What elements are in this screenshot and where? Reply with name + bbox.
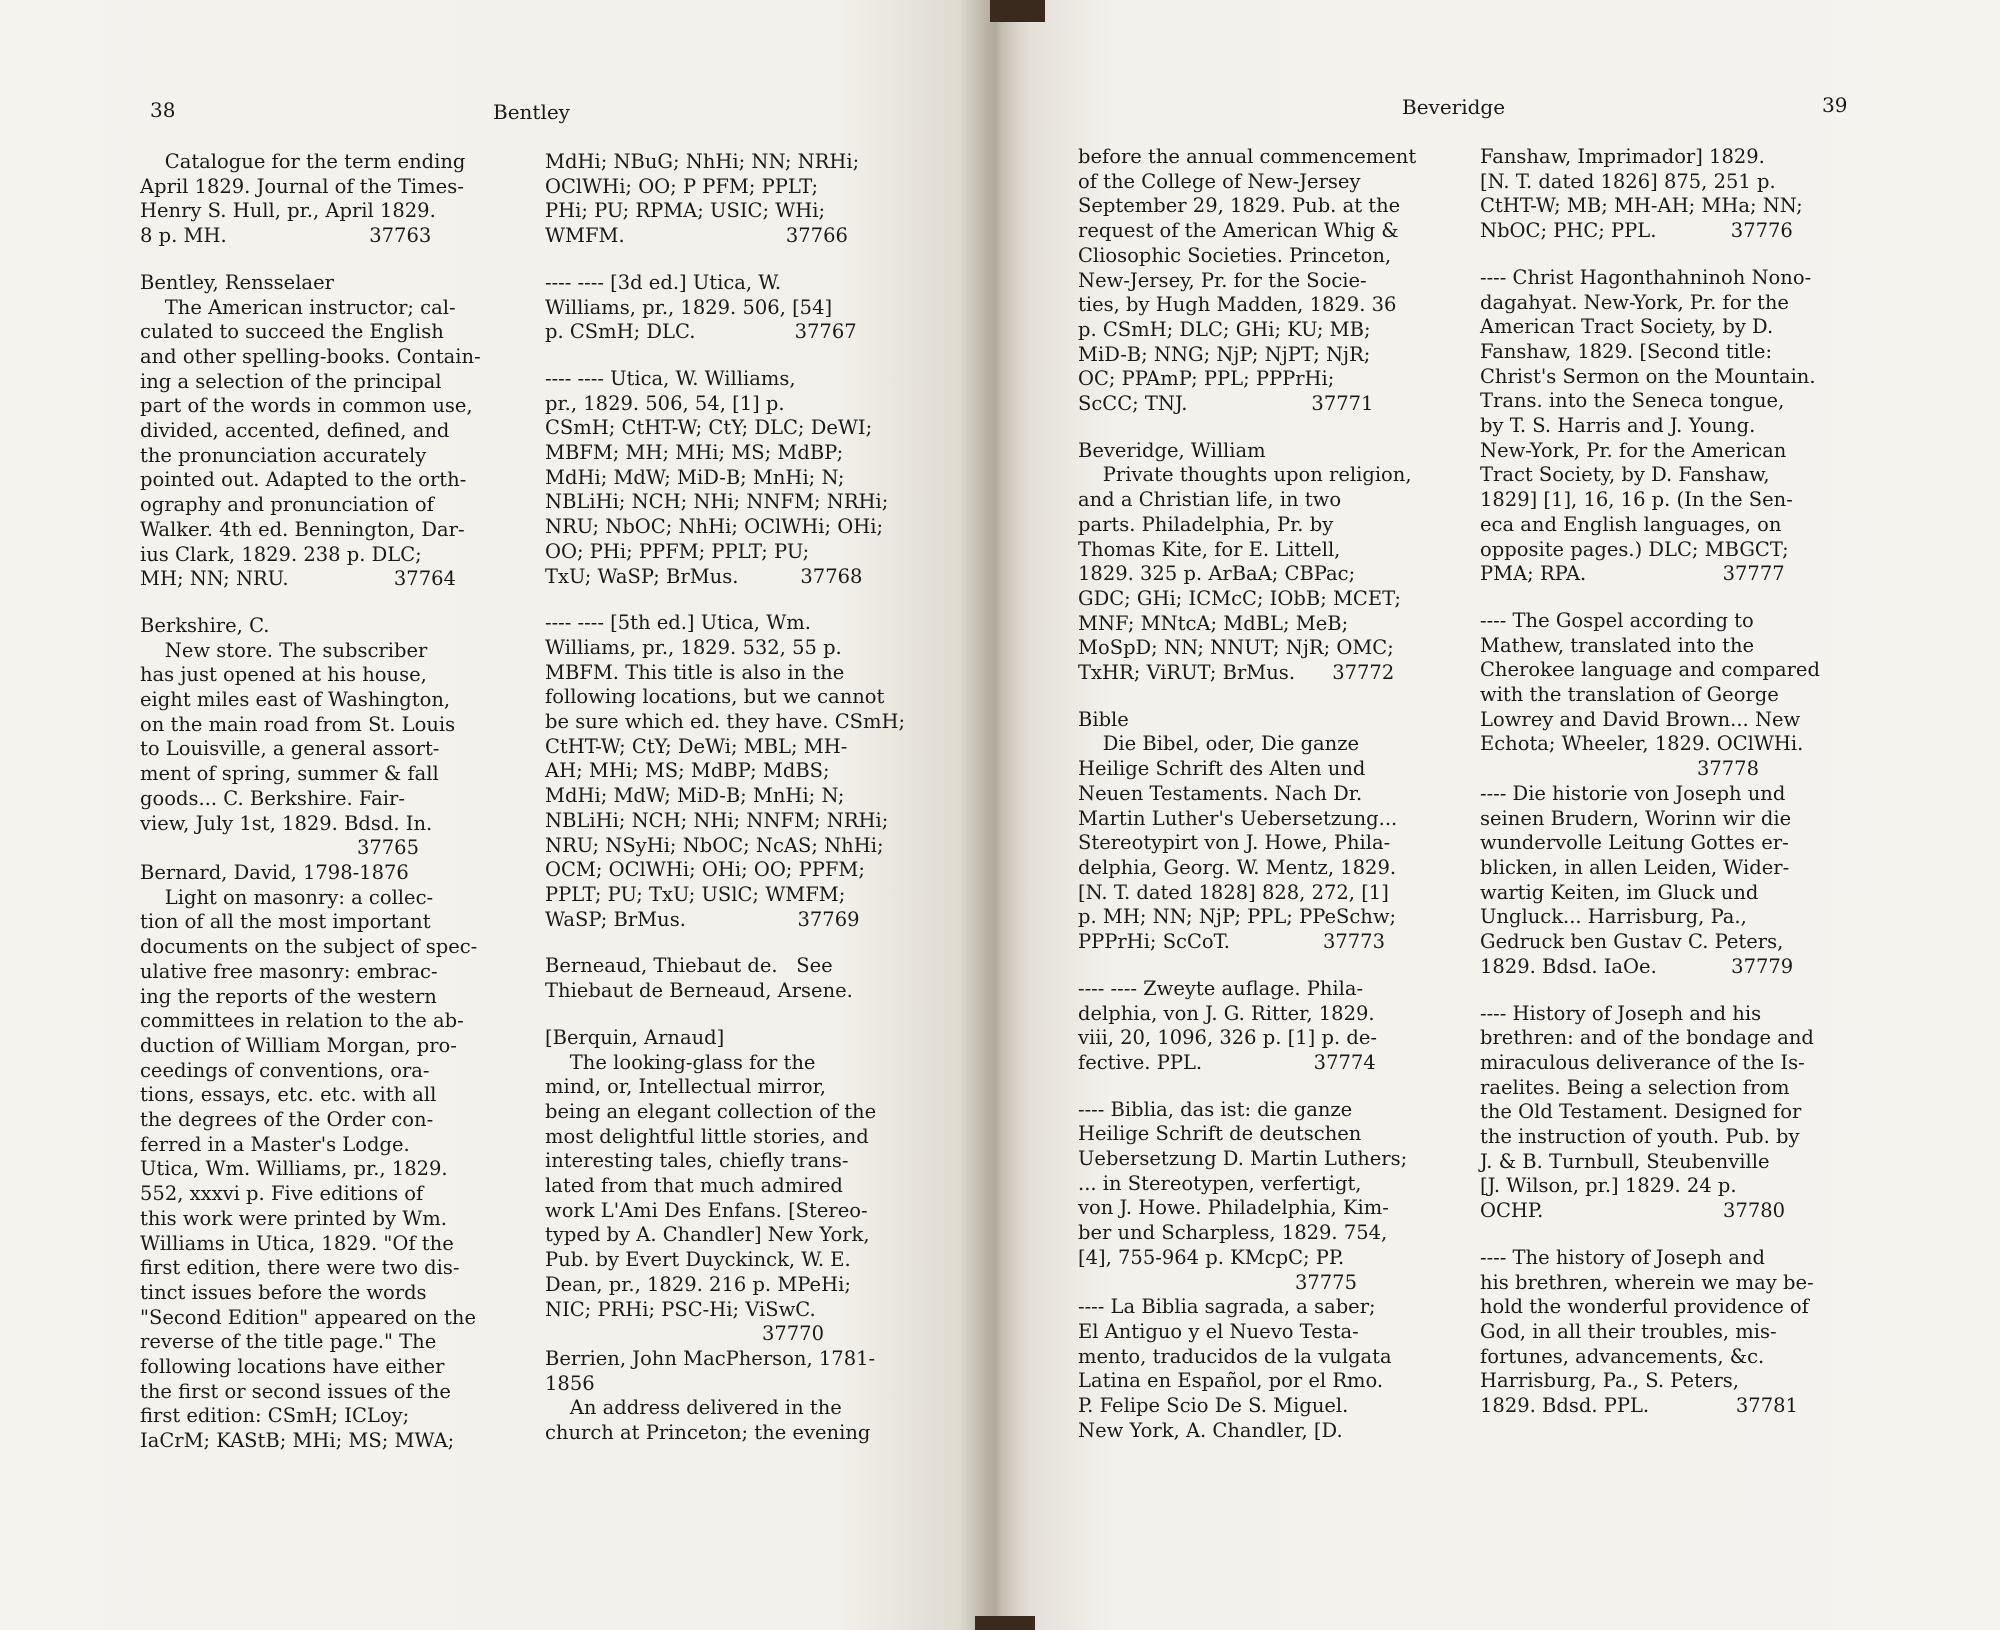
entry-line: Thiebaut de Berneaud, Arsene. xyxy=(545,979,853,1003)
entry-line: Henry S. Hull, pr., April 1829. xyxy=(140,199,436,223)
entry-line: most delightful little stories, and xyxy=(545,1124,869,1148)
entry-line: first edition: CSmH; ICLoy; xyxy=(140,1404,410,1428)
entry-line: 1829. Bdsd. IaOe. 37779 xyxy=(1480,954,1794,978)
entry-line: von J. Howe. Philadelphia, Kim- xyxy=(1078,1196,1389,1220)
entry-line: IaCrM; KAStB; MHi; MS; MWA; xyxy=(140,1429,455,1453)
entry-line: P. Felipe Scio De S. Miguel. xyxy=(1078,1394,1349,1418)
entry-line: NBLiHi; NCH; NHi; NNFM; NRHi; xyxy=(545,490,889,514)
entry-line: ScCC; TNJ. 37771 xyxy=(1078,392,1374,416)
entry-line: Catalogue for the term ending xyxy=(140,150,466,173)
entry-line: lated from that much admired xyxy=(545,1174,843,1198)
entry-line: first edition, there were two dis- xyxy=(140,1256,460,1280)
entry-line: ---- ---- Zweyte auflage. Phila- xyxy=(1078,976,1364,1000)
entry-line: Stereotypirt von J. Howe, Phila- xyxy=(1078,831,1391,855)
entry-line: fective. PPL. 37774 xyxy=(1078,1050,1376,1074)
catalog-entry xyxy=(545,611,920,932)
catalog-entry xyxy=(1078,977,1453,1076)
entry-line: PPLT; PU; TxU; USlC; WMFM; xyxy=(545,882,846,906)
entry-line: view, July 1st, 1829. Bdsd. In. xyxy=(140,811,433,835)
entry-line: American Tract Society, by D. xyxy=(1480,315,1774,339)
entry-line: September 29, 1829. Pub. at the xyxy=(1078,194,1401,218)
catalog-entry xyxy=(1480,266,1860,587)
entry-line: brethren: and of the bondage and xyxy=(1480,1026,1814,1050)
entry-line: the degrees of the Order con- xyxy=(140,1108,434,1132)
entry-line: OClWHi; OO; P PFM; PPLT; xyxy=(545,174,819,198)
entry-line: Echota; Wheeler, 1829. OClWHi. xyxy=(1480,732,1804,756)
catalog-entry xyxy=(545,367,920,589)
entry-line: MdHi; MdW; MiD-B; MnHi; N; xyxy=(545,465,845,489)
entry-line: "Second Edition" appeared on the xyxy=(140,1305,476,1329)
entry-line: raelites. Being a selection from xyxy=(1480,1075,1790,1099)
entry-line: ing the reports of the western xyxy=(140,984,437,1008)
entry-line: MH; NN; NRU. 37764 xyxy=(140,567,456,591)
entry-line: the Old Testament. Designed for xyxy=(1480,1100,1802,1124)
entry-line: Martin Luther's Uebersetzung... xyxy=(1078,806,1398,830)
entry-line: seinen Brudern, Worinn wir die xyxy=(1480,806,1792,830)
entry-line: OC; PPAmP; PPL; PPPrHi; xyxy=(1078,367,1335,391)
entry-line: CSmH; CtHT-W; CtY; DLC; DeWI; xyxy=(545,416,873,440)
entry-line: AH; MHi; MS; MdBP; MdBS; xyxy=(545,759,830,783)
entry-line: Walker. 4th ed. Bennington, Dar- xyxy=(140,517,465,541)
catalog-entry xyxy=(1078,145,1453,417)
entry-line: ography and pronunciation of xyxy=(140,493,434,517)
binding-edge xyxy=(975,1616,1035,1630)
entry-line: request of the American Whig & xyxy=(1078,219,1399,243)
entry-line: MdHi; NBuG; NhHi; NN; NRHi; xyxy=(545,150,860,173)
entry-line: fortunes, advancements, &c. xyxy=(1480,1344,1765,1368)
entry-line: tinct issues before the words xyxy=(140,1280,427,1304)
binding-edge xyxy=(990,0,1045,22)
entry-line: this work were printed by Wm. xyxy=(140,1206,447,1230)
entry-line: viii, 20, 1096, 326 p. [1] p. de- xyxy=(1078,1026,1377,1050)
entry-line: New York, A. Chandler, [D. xyxy=(1078,1418,1343,1442)
entry-line: Die Bibel, oder, Die ganze xyxy=(1078,732,1360,756)
entry-line: 37765 xyxy=(140,836,419,860)
entry-line: blicken, in allen Leiden, Wider- xyxy=(1480,855,1790,879)
entry-line: [J. Wilson, pr.] 1829. 24 p. xyxy=(1480,1174,1737,1198)
entry-line: ---- La Biblia sagrada, a saber; xyxy=(1078,1295,1376,1319)
entry-line: divided, accented, defined, and xyxy=(140,419,450,443)
entry-line: being an elegant collection of the xyxy=(545,1099,877,1123)
entry-line: Heilige Schrift de deutschen xyxy=(1078,1122,1362,1146)
entry-line: duction of William Morgan, pro- xyxy=(140,1033,457,1057)
entry-line: the instruction of youth. Pub. by xyxy=(1480,1125,1800,1149)
entry-line: Berrien, John MacPherson, 1781- xyxy=(545,1346,876,1370)
catalog-entry xyxy=(545,271,920,345)
catalog-entry xyxy=(545,1347,920,1446)
page-number: 39 xyxy=(1822,93,1848,117)
entry-line: tions, essays, etc. etc. with all xyxy=(140,1083,437,1107)
entry-line: New store. The subscriber xyxy=(140,638,428,662)
running-head: Beveridge xyxy=(1402,95,1506,119)
entry-line: Lowrey and David Brown... New xyxy=(1480,707,1801,731)
entry-line: OCHP. 37780 xyxy=(1480,1199,1786,1223)
entry-line: ing a selection of the principal xyxy=(140,369,442,393)
entry-line: be sure which ed. they have. CSmH; xyxy=(545,710,906,734)
text-column xyxy=(545,150,920,1468)
entry-line: pr., 1829. 506, 54, [1] p. xyxy=(545,391,785,415)
entry-line: Dean, pr., 1829. 216 p. MPeHi; xyxy=(545,1272,851,1296)
entry-line: ceedings of conventions, ora- xyxy=(140,1058,430,1082)
entry-line: New-York, Pr. for the American xyxy=(1480,438,1787,462)
entry-line: Christ's Sermon on the Mountain. xyxy=(1480,364,1816,388)
entry-line: documents on the subject of spec- xyxy=(140,935,478,959)
entry-line: OO; PHi; PPFM; PPLT; PU; xyxy=(545,539,810,563)
left-page xyxy=(0,0,990,1630)
entry-line: and a Christian life, in two xyxy=(1078,488,1342,512)
entry-line: committees in relation to the ab- xyxy=(140,1009,464,1033)
entry-line: WMFM. 37766 xyxy=(545,224,848,248)
entry-line: ---- Biblia, das ist: die ganze xyxy=(1078,1097,1353,1121)
entry-line: ber und Scharpless, 1829. 754, xyxy=(1078,1221,1388,1245)
entry-line: ---- ---- [3d ed.] Utica, W. xyxy=(545,270,782,294)
entry-line: 37775 xyxy=(1078,1270,1357,1294)
entry-line: interesting tales, chiefly trans- xyxy=(545,1149,849,1173)
entry-line: 1829. Bdsd. PPL. 37781 xyxy=(1480,1394,1798,1418)
entry-line: ---- ---- [5th ed.] Utica, Wm. xyxy=(545,611,811,635)
entry-line: goods... C. Berkshire. Fair- xyxy=(140,786,405,810)
entry-line: Bible xyxy=(1078,707,1129,731)
entry-line: ulative free masonry: embrac- xyxy=(140,959,438,983)
entry-line: typed by A. Chandler] New York, xyxy=(545,1223,870,1247)
entry-line: PPPrHi; ScCoT. 37773 xyxy=(1078,930,1385,954)
entry-line: eight miles east of Washington, xyxy=(140,688,451,712)
entry-line: ---- History of Joseph and his xyxy=(1480,1001,1762,1025)
entry-line: ment of spring, summer & fall xyxy=(140,762,439,786)
entry-line: El Antiguo y el Nuevo Testa- xyxy=(1078,1319,1359,1343)
entry-line: 1856 xyxy=(545,1371,595,1395)
entry-line: MoSpD; NN; NNUT; NjR; OMC; xyxy=(1078,636,1394,660)
entry-line: with the translation of George xyxy=(1480,683,1779,707)
entry-line: eca and English languages, on xyxy=(1480,512,1782,536)
entry-line: PMA; RPA. 37777 xyxy=(1480,562,1785,586)
entry-line: MBFM; MH; MHi; MS; MdBP; xyxy=(545,441,844,465)
entry-line: TxHR; ViRUT; BrMus. 37772 xyxy=(1078,661,1395,685)
entry-line: ---- The Gospel according to xyxy=(1480,608,1754,632)
text-column xyxy=(140,150,515,1476)
catalog-entry xyxy=(1480,1246,1860,1419)
entry-line: Williams, pr., 1829. 506, [54] xyxy=(545,295,833,319)
entry-line: GDC; GHi; ICMcC; IObB; MCET; xyxy=(1078,586,1401,610)
entry-line: the first or second issues of the xyxy=(140,1379,451,1403)
entry-line: The American instructor; cal- xyxy=(140,295,456,319)
entry-line: Private thoughts upon religion, xyxy=(1078,463,1412,487)
book-gutter xyxy=(960,0,1030,1630)
entry-line: 37778 xyxy=(1480,757,1759,781)
entry-line: MdHi; MdW; MiD-B; MnHi; N; xyxy=(545,784,845,808)
entry-line: Tract Society, by D. Fanshaw, xyxy=(1480,463,1770,487)
entry-line: pointed out. Adapted to the orth- xyxy=(140,468,467,492)
catalog-entry xyxy=(140,271,515,592)
entry-line: Cliosophic Societies. Princeton, xyxy=(1078,243,1392,267)
entry-line: Fanshaw, 1829. [Second title: xyxy=(1480,339,1773,363)
catalog-entry xyxy=(1078,1295,1453,1443)
entry-line: NBLiHi; NCH; NHi; NNFM; NRHi; xyxy=(545,808,889,832)
entry-line: 37770 xyxy=(545,1322,824,1346)
entry-line: 552, xxxvi p. Five editions of xyxy=(140,1182,424,1206)
entry-line: NRU; NSyHi; NbOC; NcAS; NhHi; xyxy=(545,833,884,857)
entry-line: Gedruck ben Gustav C. Peters, xyxy=(1480,930,1784,954)
catalog-entry xyxy=(1078,708,1453,955)
entry-line: 8 p. MH. 37763 xyxy=(140,224,432,248)
entry-line: Williams in Utica, 1829. "Of the xyxy=(140,1231,454,1255)
entry-line: following locations have either xyxy=(140,1355,445,1379)
entry-line: [N. T. dated 1826] 875, 251 p. xyxy=(1480,169,1776,193)
entry-line: God, in all their troubles, mis- xyxy=(1480,1319,1777,1343)
entry-line: mento, traducidos de la vulgata xyxy=(1078,1344,1392,1368)
entry-line: Utica, Wm. Williams, pr., 1829. xyxy=(140,1157,448,1181)
entry-line: of the College of New-Jersey xyxy=(1078,169,1361,193)
entry-line: Light on masonry: a collec- xyxy=(140,885,434,909)
entry-line: April 1829. Journal of the Times- xyxy=(140,174,464,198)
entry-line: delphia, von J. G. Ritter, 1829. xyxy=(1078,1001,1375,1025)
entry-line: ferred in a Master's Lodge. xyxy=(140,1132,410,1156)
entry-line: PHi; PU; RPMA; USIC; WHi; xyxy=(545,199,826,223)
entry-line: 1829] [1], 16, 16 p. (In the Sen- xyxy=(1480,488,1793,512)
entry-line: culated to succeed the English xyxy=(140,320,444,344)
entry-line: MBFM. This title is also in the xyxy=(545,660,845,684)
entry-line: hold the wonderful providence of xyxy=(1480,1295,1809,1319)
entry-line: ---- Die historie von Joseph und xyxy=(1480,781,1786,805)
entry-line: Trans. into the Seneca tongue, xyxy=(1480,389,1785,413)
catalog-entry xyxy=(140,614,515,861)
entry-line: opposite pages.) DLC; MBGCT; xyxy=(1480,537,1789,561)
catalog-entry xyxy=(545,150,920,249)
entry-line: CtHT-W; MB; MH-AH; MHa; NN; xyxy=(1480,194,1803,218)
entry-line: dagahyat. New-York, Pr. for the xyxy=(1480,290,1789,314)
entry-line: ties, by Hugh Madden, 1829. 36 xyxy=(1078,293,1397,317)
entry-line: OCM; OClWHi; OHi; OO; PPFM; xyxy=(545,858,865,882)
catalog-entry xyxy=(1078,439,1453,686)
entry-line: p. CSmH; DLC. 37767 xyxy=(545,320,857,344)
entry-line: Berneaud, Thiebaut de. See xyxy=(545,954,833,978)
entry-line: ius Clark, 1829. 238 p. DLC; xyxy=(140,542,422,566)
entry-line: to Louisville, a general assort- xyxy=(140,737,440,761)
entry-line: tion of all the most important xyxy=(140,910,431,934)
entry-line: 1829. 325 p. ArBaA; CBPac; xyxy=(1078,562,1356,586)
catalog-entry xyxy=(1078,1098,1453,1296)
catalog-entry xyxy=(545,1026,920,1347)
entry-line: J. & B. Turnbull, Steubenville xyxy=(1480,1149,1770,1173)
entry-line: [4], 755-964 p. KMcpC; PP. xyxy=(1078,1245,1345,1269)
text-column xyxy=(1480,145,1860,1441)
entry-line: New-Jersey, Pr. for the Socie- xyxy=(1078,268,1367,292)
entry-line: TxU; WaSP; BrMus. 37768 xyxy=(545,564,863,588)
entry-line: Mathew, translated into the xyxy=(1480,633,1755,657)
entry-line: Beveridge, William xyxy=(1078,438,1266,462)
entry-line: by T. S. Harris and J. Young. xyxy=(1480,414,1756,438)
catalog-entry xyxy=(140,861,515,1454)
entry-line: his brethren, wherein we may be- xyxy=(1480,1270,1814,1294)
entry-line: has just opened at his house, xyxy=(140,663,427,687)
entry-line: following locations, but we cannot xyxy=(545,685,885,709)
entry-line: [Berquin, Arnaud] xyxy=(545,1025,725,1049)
entry-line: NRU; NbOC; NhHi; OClWHi; OHi; xyxy=(545,515,884,539)
entry-line: ---- Christ Hagonthahninoh Nono- xyxy=(1480,265,1812,289)
entry-line: Bernard, David, 1798-1876 xyxy=(140,860,409,884)
right-page xyxy=(990,0,2000,1630)
entry-line: the pronunciation accurately xyxy=(140,443,427,467)
entry-line: part of the words in common use, xyxy=(140,394,473,418)
catalog-entry xyxy=(545,954,920,1003)
entry-line: MNF; MNtcA; MdBL; MeB; xyxy=(1078,611,1349,635)
entry-line: NIC; PRHi; PSC-Hi; ViSwC. xyxy=(545,1297,816,1321)
catalog-entry xyxy=(1480,609,1860,782)
entry-line: ---- ---- Utica, W. Williams, xyxy=(545,366,796,390)
page-number: 38 xyxy=(150,98,176,122)
entry-line: CtHT-W; CtY; DeWi; MBL; MH- xyxy=(545,734,848,758)
entry-line: before the annual commencement xyxy=(1078,145,1417,168)
entry-line: MiD-B; NNG; NjP; NjPT; NjR; xyxy=(1078,342,1371,366)
entry-line: An address delivered in the xyxy=(545,1396,842,1420)
entry-line: Williams, pr., 1829. 532, 55 p. xyxy=(545,635,842,659)
entry-line: p. MH; NN; NjP; PPL; PPeSchw; xyxy=(1078,905,1397,929)
entry-line: Heilige Schrift des Alten und xyxy=(1078,757,1366,781)
entry-line: Thomas Kite, for E. Littell, xyxy=(1078,537,1341,561)
entry-line: church at Princeton; the evening xyxy=(545,1421,871,1445)
entry-line: Latina en Español, por el Rmo. xyxy=(1078,1369,1384,1393)
entry-line: Uebersetzung D. Martin Luthers; xyxy=(1078,1147,1408,1171)
entry-line: NbOC; PHC; PPL. 37776 xyxy=(1480,219,1793,243)
entry-line: Harrisburg, Pa., S. Peters, xyxy=(1480,1369,1739,1393)
catalog-entry xyxy=(1480,145,1860,244)
entry-line: miraculous deliverance of the Is- xyxy=(1480,1050,1805,1074)
entry-line: p. CSmH; DLC; GHi; KU; MB; xyxy=(1078,317,1371,341)
entry-line: parts. Philadelphia, Pr. by xyxy=(1078,512,1334,536)
catalog-entry xyxy=(140,150,515,249)
entry-line: work L'Ami Des Enfans. [Stereo- xyxy=(545,1198,868,1222)
entry-line: Ungluck... Harrisburg, Pa., xyxy=(1480,905,1747,929)
entry-line: ... in Stereotypen, verfertigt, xyxy=(1078,1171,1362,1195)
running-head: Bentley xyxy=(493,100,570,124)
entry-line: Cherokee language and compared xyxy=(1480,658,1820,682)
catalog-entry xyxy=(1480,782,1860,980)
entry-line: Bentley, Rensselaer xyxy=(140,270,334,294)
entry-line: mind, or, Intellectual mirror, xyxy=(545,1075,826,1099)
entry-line: wundervolle Leitung Gottes er- xyxy=(1480,831,1789,855)
entry-line: wartig Keiten, im Gluck und xyxy=(1480,880,1759,904)
entry-line: and other spelling-books. Contain- xyxy=(140,344,481,368)
entry-line: [N. T. dated 1828] 828, 272, [1] xyxy=(1078,880,1389,904)
entry-line: WaSP; BrMus. 37769 xyxy=(545,907,860,931)
entry-line: on the main road from St. Louis xyxy=(140,712,456,736)
text-column xyxy=(1078,145,1453,1465)
entry-line: reverse of the title page." The xyxy=(140,1330,437,1354)
entry-line: ---- The history of Joseph and xyxy=(1480,1245,1765,1269)
entry-line: delphia, Georg. W. Mentz, 1829. xyxy=(1078,855,1397,879)
entry-line: Pub. by Evert Duyckinck, W. E. xyxy=(545,1248,851,1272)
entry-line: Berkshire, C. xyxy=(140,613,270,637)
entry-line: Neuen Testaments. Nach Dr. xyxy=(1078,781,1363,805)
entry-line: Fanshaw, Imprimador] 1829. xyxy=(1480,145,1765,168)
catalog-entry xyxy=(1480,1002,1860,1224)
entry-line: The looking-glass for the xyxy=(545,1050,816,1074)
